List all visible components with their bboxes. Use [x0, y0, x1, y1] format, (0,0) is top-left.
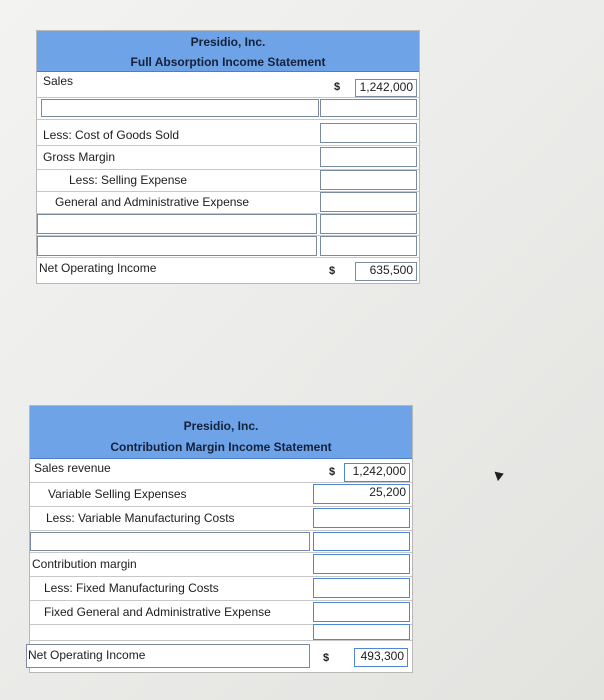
- amount-cell[interactable]: 1,242,000: [344, 463, 410, 482]
- amount-cell[interactable]: 635,500: [355, 262, 417, 281]
- absorption-row-blank: [37, 235, 419, 258]
- amount-cell[interactable]: [320, 170, 417, 190]
- contribution-company: Presidio, Inc.: [183, 419, 259, 433]
- currency-sign: $: [329, 265, 336, 277]
- label-input[interactable]: [37, 236, 317, 256]
- contribution-row-variable-selling: [30, 482, 412, 507]
- contribution-row-fixed-mfg: [30, 576, 412, 601]
- row-label: General and Administrative Expense: [55, 195, 250, 209]
- contribution-statement: [29, 405, 413, 673]
- label-input[interactable]: [37, 214, 317, 234]
- absorption-row-gross-margin: [37, 145, 419, 170]
- label-input[interactable]: [41, 99, 319, 117]
- amount-cell[interactable]: 25,200: [313, 484, 410, 504]
- absorption-statement: [36, 30, 420, 284]
- contribution-title: Contribution Margin Income Statement: [110, 440, 332, 454]
- row-label: Less: Fixed Manufacturing Costs: [44, 581, 219, 595]
- currency-sign: $: [329, 466, 336, 478]
- absorption-row-cogs: [37, 119, 419, 146]
- row-label: Less: Cost of Goods Sold: [43, 128, 180, 142]
- contribution-row-blank: [30, 624, 412, 641]
- row-label: Gross Margin: [43, 150, 116, 164]
- label-input[interactable]: [30, 532, 310, 551]
- amount-cell[interactable]: [313, 508, 410, 528]
- row-label: Sales revenue: [34, 461, 111, 475]
- amount-cell[interactable]: [320, 147, 417, 167]
- row-label: Net Operating Income: [28, 648, 146, 662]
- absorption-row-ga: [37, 191, 419, 214]
- absorption-title: Full Absorption Income Statement: [130, 55, 326, 69]
- absorption-row-sales: [37, 71, 419, 98]
- row-label: Sales: [43, 74, 74, 88]
- contribution-row-net-income: [30, 640, 412, 672]
- amount-cell[interactable]: [320, 99, 417, 117]
- absorption-row-net-income: [37, 257, 419, 283]
- amount-cell[interactable]: [313, 624, 410, 640]
- row-label: Less: Selling Expense: [69, 173, 188, 187]
- absorption-company: Presidio, Inc.: [190, 35, 266, 49]
- amount-cell[interactable]: [320, 192, 417, 212]
- absorption-row-blank: [37, 97, 419, 120]
- amount-cell[interactable]: [313, 554, 410, 574]
- cursor-icon: [495, 469, 506, 481]
- row-label: Fixed General and Administrative Expense: [44, 605, 271, 619]
- contribution-row-sales: [30, 458, 412, 483]
- amount-cell[interactable]: 1,242,000: [355, 79, 417, 97]
- amount-cell[interactable]: [313, 602, 410, 622]
- row-label: Net Operating Income: [39, 261, 157, 275]
- amount-cell[interactable]: [320, 236, 417, 256]
- absorption-row-blank: [37, 213, 419, 236]
- amount-cell[interactable]: [320, 214, 417, 234]
- contribution-row-fixed-ga: [30, 600, 412, 625]
- row-label: Less: Variable Manufacturing Costs: [46, 511, 235, 525]
- row-label: Variable Selling Expenses: [48, 487, 187, 501]
- amount-cell[interactable]: 493,300: [354, 648, 408, 667]
- contribution-row-variable-mfg: [30, 506, 412, 531]
- contribution-row-blank: [30, 530, 412, 553]
- currency-sign: $: [323, 652, 330, 664]
- row-label: Contribution margin: [32, 557, 137, 571]
- absorption-header: [37, 31, 419, 72]
- contribution-header: [30, 406, 412, 459]
- amount-cell[interactable]: [320, 123, 417, 143]
- amount-cell[interactable]: [313, 532, 410, 551]
- contribution-row-contribution-margin: [30, 552, 412, 577]
- absorption-row-selling: [37, 169, 419, 192]
- amount-cell[interactable]: [313, 578, 410, 598]
- currency-sign: $: [334, 81, 341, 93]
